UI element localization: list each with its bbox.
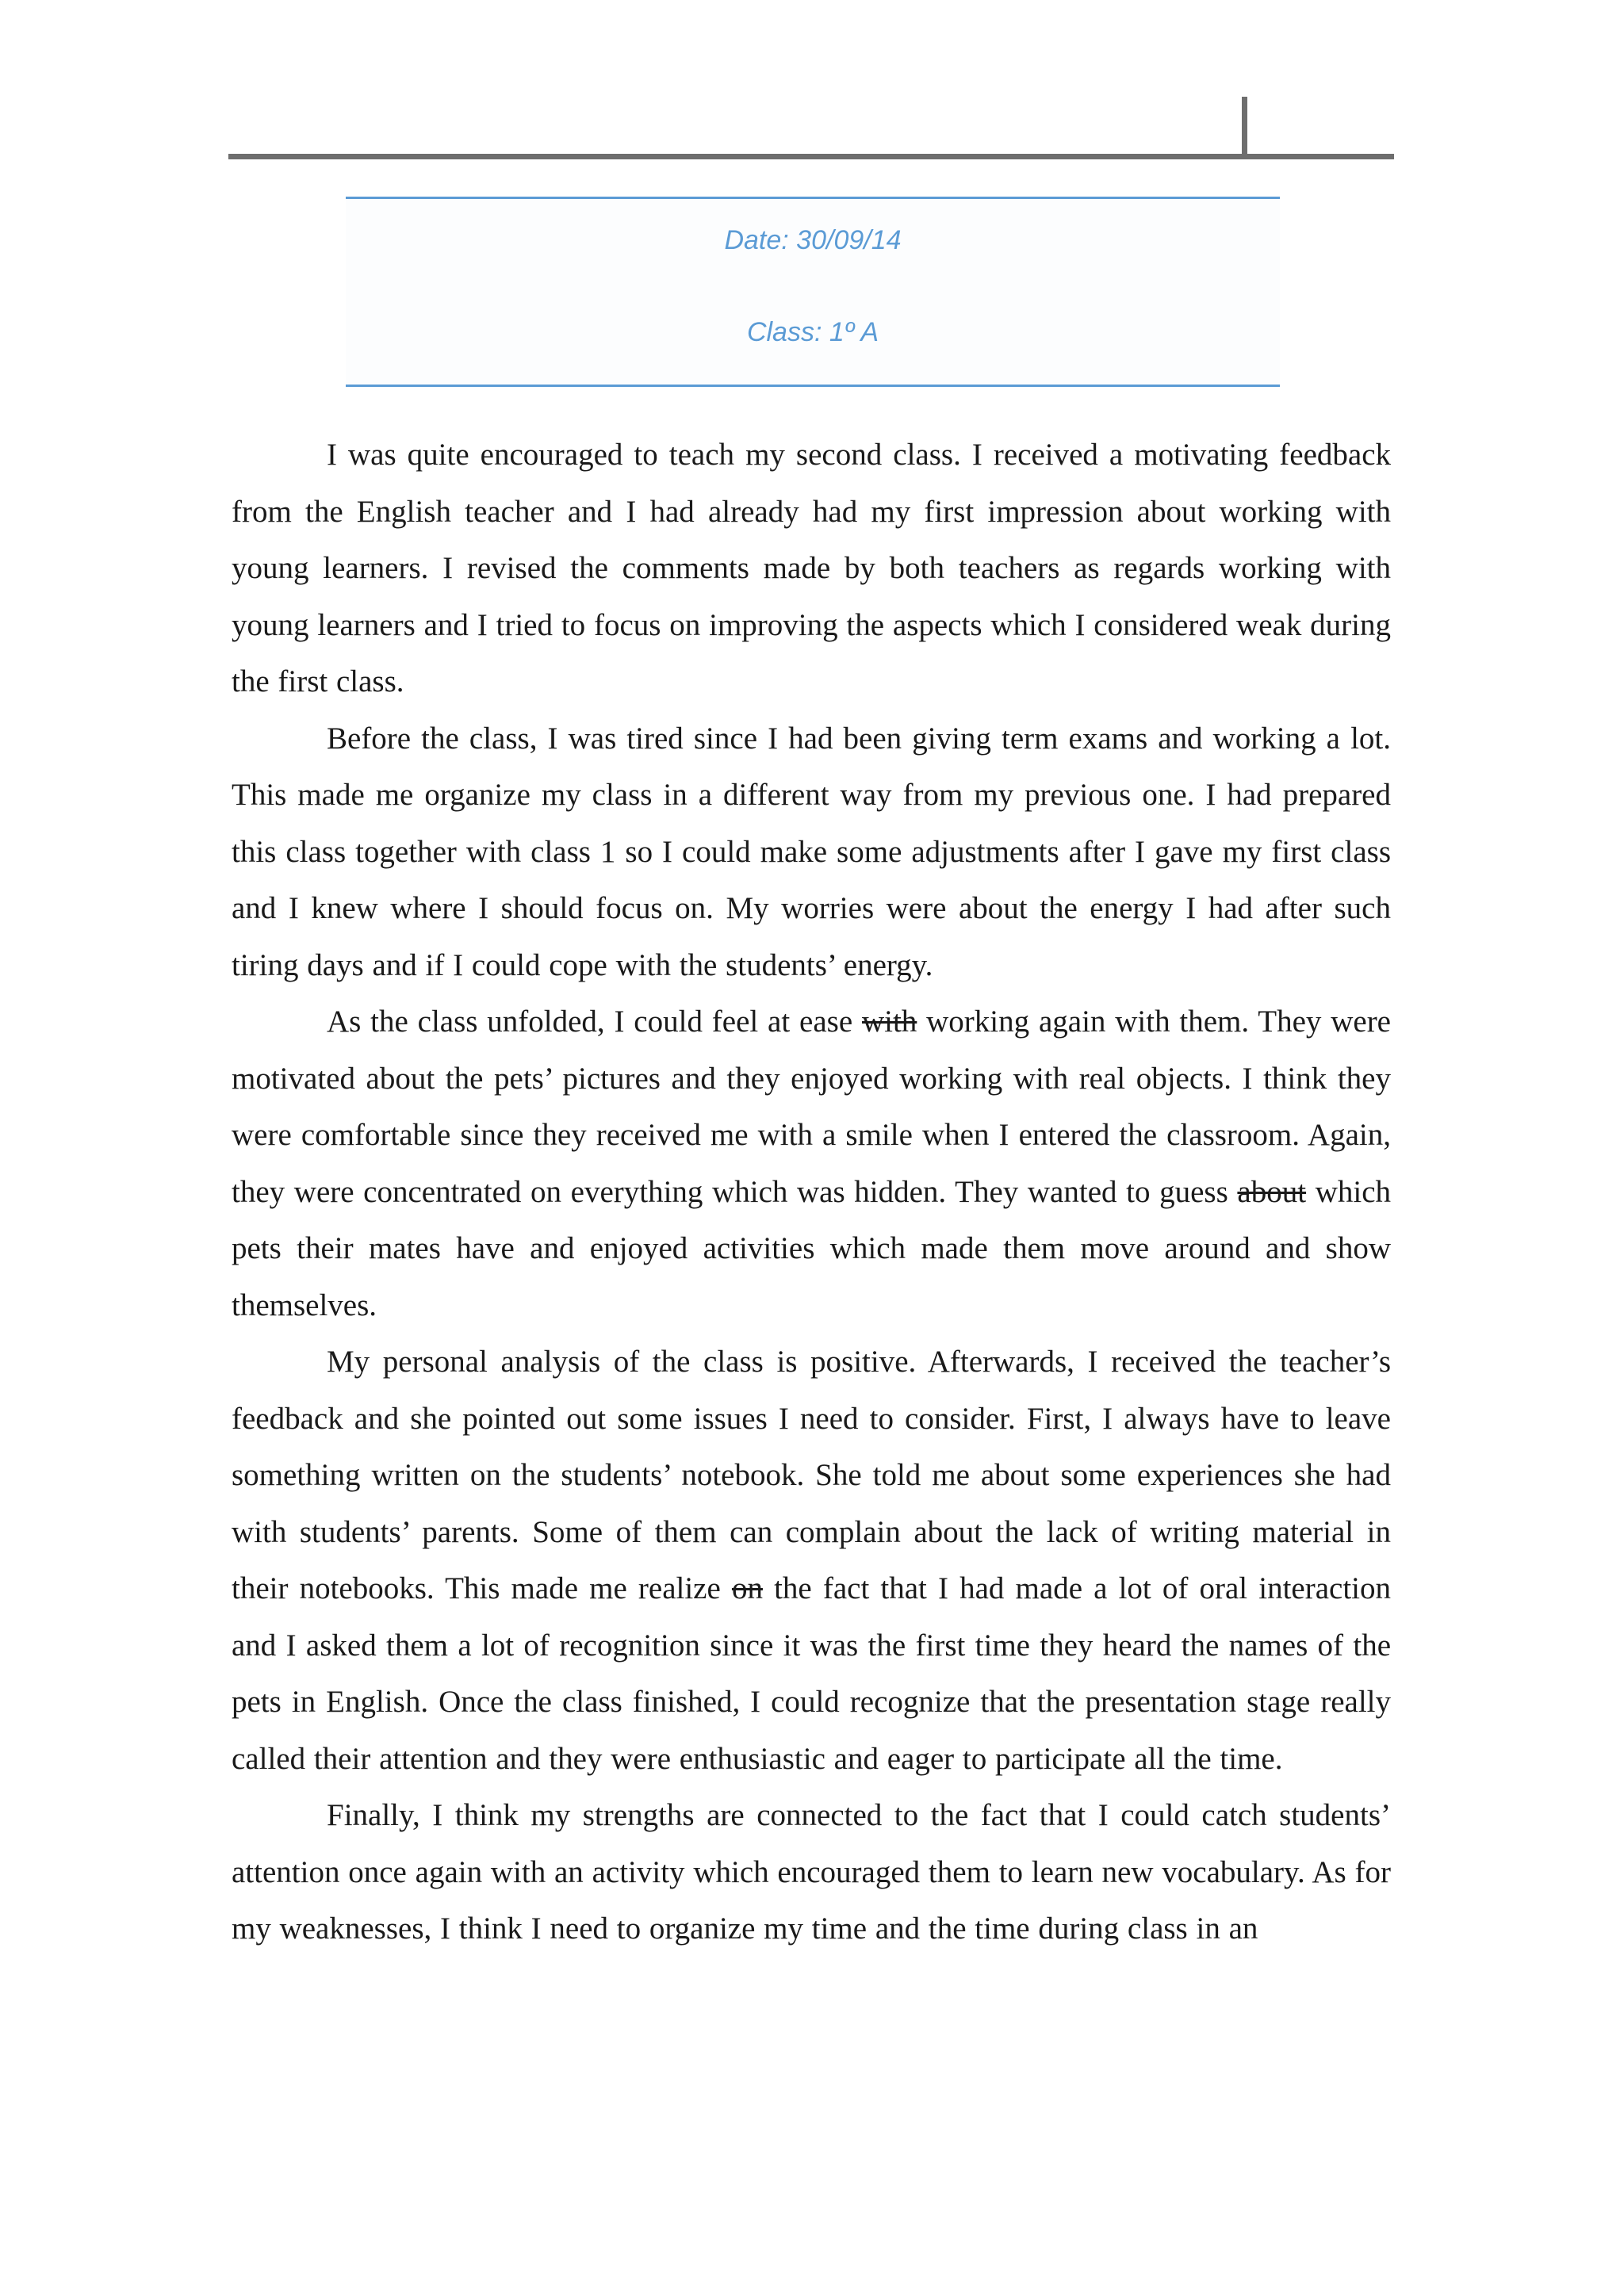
header-divider-tick <box>1242 97 1247 159</box>
strikethrough-word-on: on <box>731 1571 763 1605</box>
paragraph-2: Before the class, I was tired since I had been giving term exams and working a lot. This made me organize my class in a different way from my previous one. I had prepared this class together with class 1 so I could make some adjustments after I gave my first class and I knew where I should focus on. My worries were about the energy I had after such tiring days and if I could cope with the students’ energy. <box>232 721 1391 982</box>
journal-body <box>232 427 1391 1957</box>
header-rule <box>228 154 1394 159</box>
paragraph-3-text-b: working again with them. They were motivated about the pets’ pictures and they enjoyed working with real objects. I think they were comfortable since they received me with a smile when I entered the classroom. Again, they were concentrated on everything which was hidden. They wanted to guess <box>232 1004 1391 1209</box>
paragraph-5: Finally, I think my strengths are connected to the fact that I could catch students’ attention once again with an activity which encouraged them to learn new vocabulary. As for my weaknesses, I think I need to organize my time and the time during class in an <box>232 1798 1391 1946</box>
entry-header-text <box>346 197 1280 387</box>
paragraph-3 <box>232 993 1391 1334</box>
paragraph-4-text-a: My personal analysis of the class is positive. Afterwards, I received the teacher’s feedback and she pointed out some issues I need to consider. First, I always have to leave something written on the students’ notebook. She told me about some experiences she had with students’ parents. Some of them can complain about the lack of writing material in their notebooks. This made me realize <box>232 1345 1391 1605</box>
paragraph-4 <box>232 1334 1391 1787</box>
entry-class: Class: 1º A <box>746 317 879 347</box>
strikethrough-word-about: about <box>1237 1174 1307 1209</box>
paragraph-1: I was quite encouraged to teach my second class. I received a motivating feedback from the English teacher and I had already had my first impression about working with young learners. I revised the comments made by both teachers as regards working with young learners and I tried to focus on improving the aspects which I considered weak during the first class. <box>232 438 1391 698</box>
paragraph-3-text-a: As the class unfolded, I could feel at ease <box>327 1004 862 1039</box>
strikethrough-word-with: with <box>861 1004 917 1039</box>
entry-date: Date: 30/09/14 <box>724 225 902 255</box>
paragraph-4-text-b: the fact that I had made a lot of oral interaction and I asked them a lot of recognition since it was the first time they heard the names of the pets in English. Once the class finished, I could recognize that the presentation stage really called their attention and they were enthusiastic and eager to participate all the time. <box>232 1571 1392 1776</box>
paragraph-3-text-c: which pets their mates have and enjoyed activities which made them move around and show themselves. <box>232 1174 1392 1322</box>
